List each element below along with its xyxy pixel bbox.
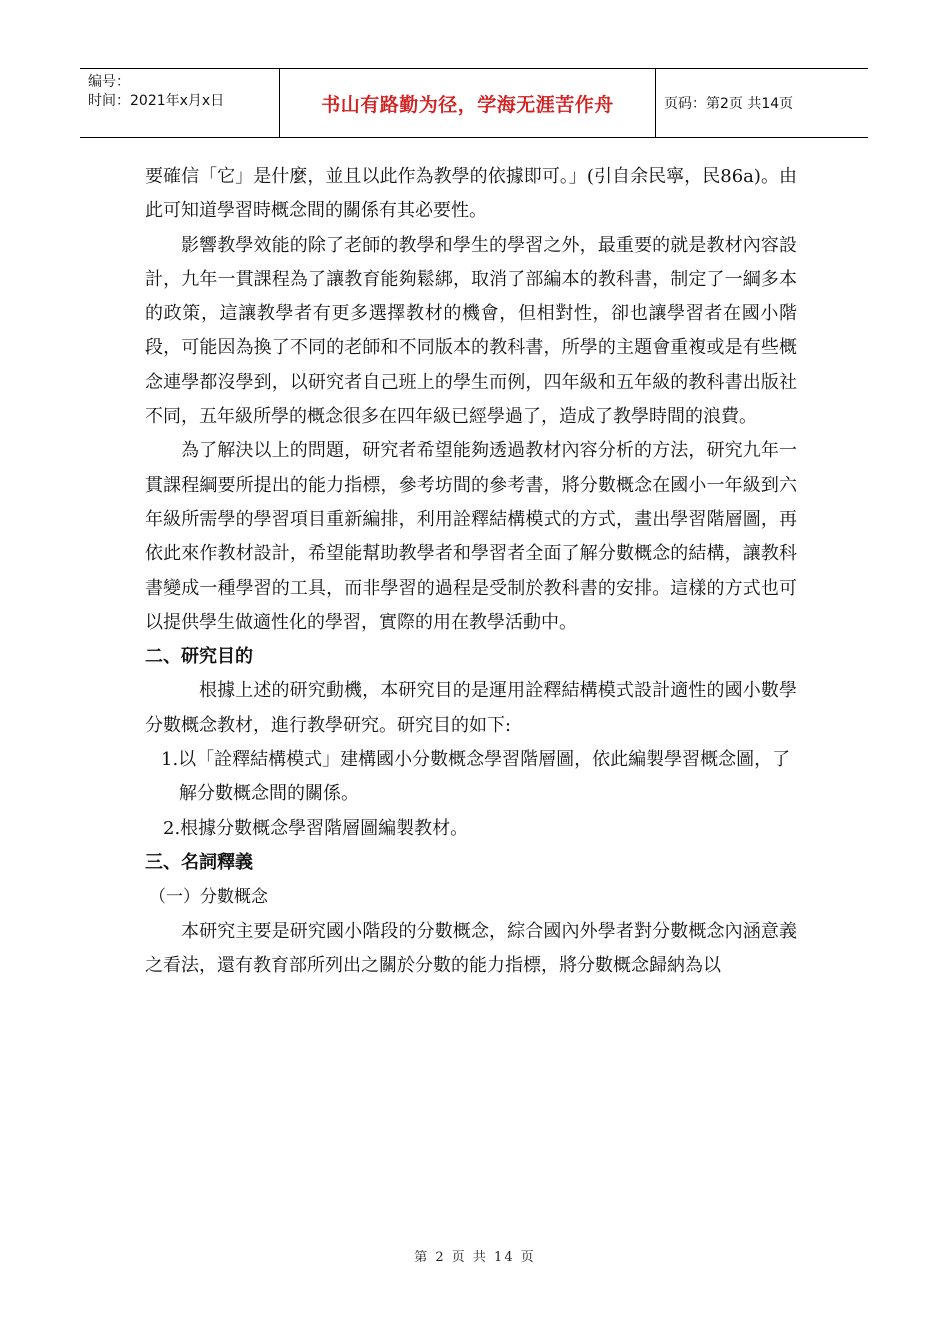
header-motto-cell [280,69,656,137]
purpose-item-2: 2.根據分數概念學習階層圖編製教材。 [163,817,469,839]
section-heading-research-purpose: 二、研究目的 [145,646,253,668]
header-page-info: 页码：第2页 共14页 [664,96,794,112]
paragraph-solution: 為了解決以上的問題，研究者希望能夠透過教材內容分析的方法，研究九年一貫課程綱要所提出的能力指標，參考坊間的參考書，將分數概念在國小一年級到六年級所需學的學習項目重新編排，利用詮釋結構模式的方式，畫出學習階層圖，再依此來作教材設計，希望能幫助教學者和學習者全面了解分數概念的結構，讓教科書變成一種學習的工具，而非學習的過程是受制於教科書的安排。這樣的方式也可以提供學生做適性化的學習，實際的用在教學活動中。 [145,440,797,633]
purpose-item-1: 1.以「詮釋結構模式」建構國小分數概念學習階層圖，依此編製學習概念圖，了解分數概念間的關係。 [161,749,791,805]
header-meta [80,69,280,137]
paragraph-continued: 要確信「它」是什麼，並且以此作為教學的依據即可。」(引自余民寧，民86a)。由此可知道學習時概念間的關係有其必要性。 [145,166,797,222]
paragraph-research-purpose: 根據上述的研究動機，本研究目的是運用詮釋結構模式設計適性的國小數學分數概念教材，進行教學研究。研究目的如下: [145,680,797,736]
subsection-fraction-concept: （一）分數概念 [149,887,268,908]
document-body [145,160,797,983]
header-motto: 书山有路勤为径，学海无涯苦作舟 [321,93,614,116]
page-header [80,68,868,138]
page-footer: 第 2 页 共 14 页 [414,1250,536,1265]
paragraph-teaching-effectiveness: 影響教學效能的除了老師的教學和學生的學習之外，最重要的就是教材內容設計，九年一貫課程為了讓教育能夠鬆綁，取消了部編本的教科書，制定了一綱多本的政策，這讓教學者有更多選擇教材的機會，但相對性，卻也讓學習者在國小階段，可能因為換了不同的老師和不同版本的教科書，所學的主題會重複或是有些概念連學都沒學到，以研究者自己班上的學生而例，四年級和五年級的教科書出版社不同，五年級所學的概念很多在四年級已經學過了，造成了教學時間的浪費。 [145,234,797,428]
number-label: 编号： [88,74,130,90]
time-label: 时间：2021年x月x日 [88,93,225,109]
section-heading-definitions: 三、名詞釋義 [145,851,253,873]
paragraph-fraction-concept: 本研究主要是研究國小階段的分數概念，綜合國內外學者對分數概念內涵意義之看法，還有教育部所列出之關於分數的能力指標，將分數概念歸納為以 [145,920,797,976]
